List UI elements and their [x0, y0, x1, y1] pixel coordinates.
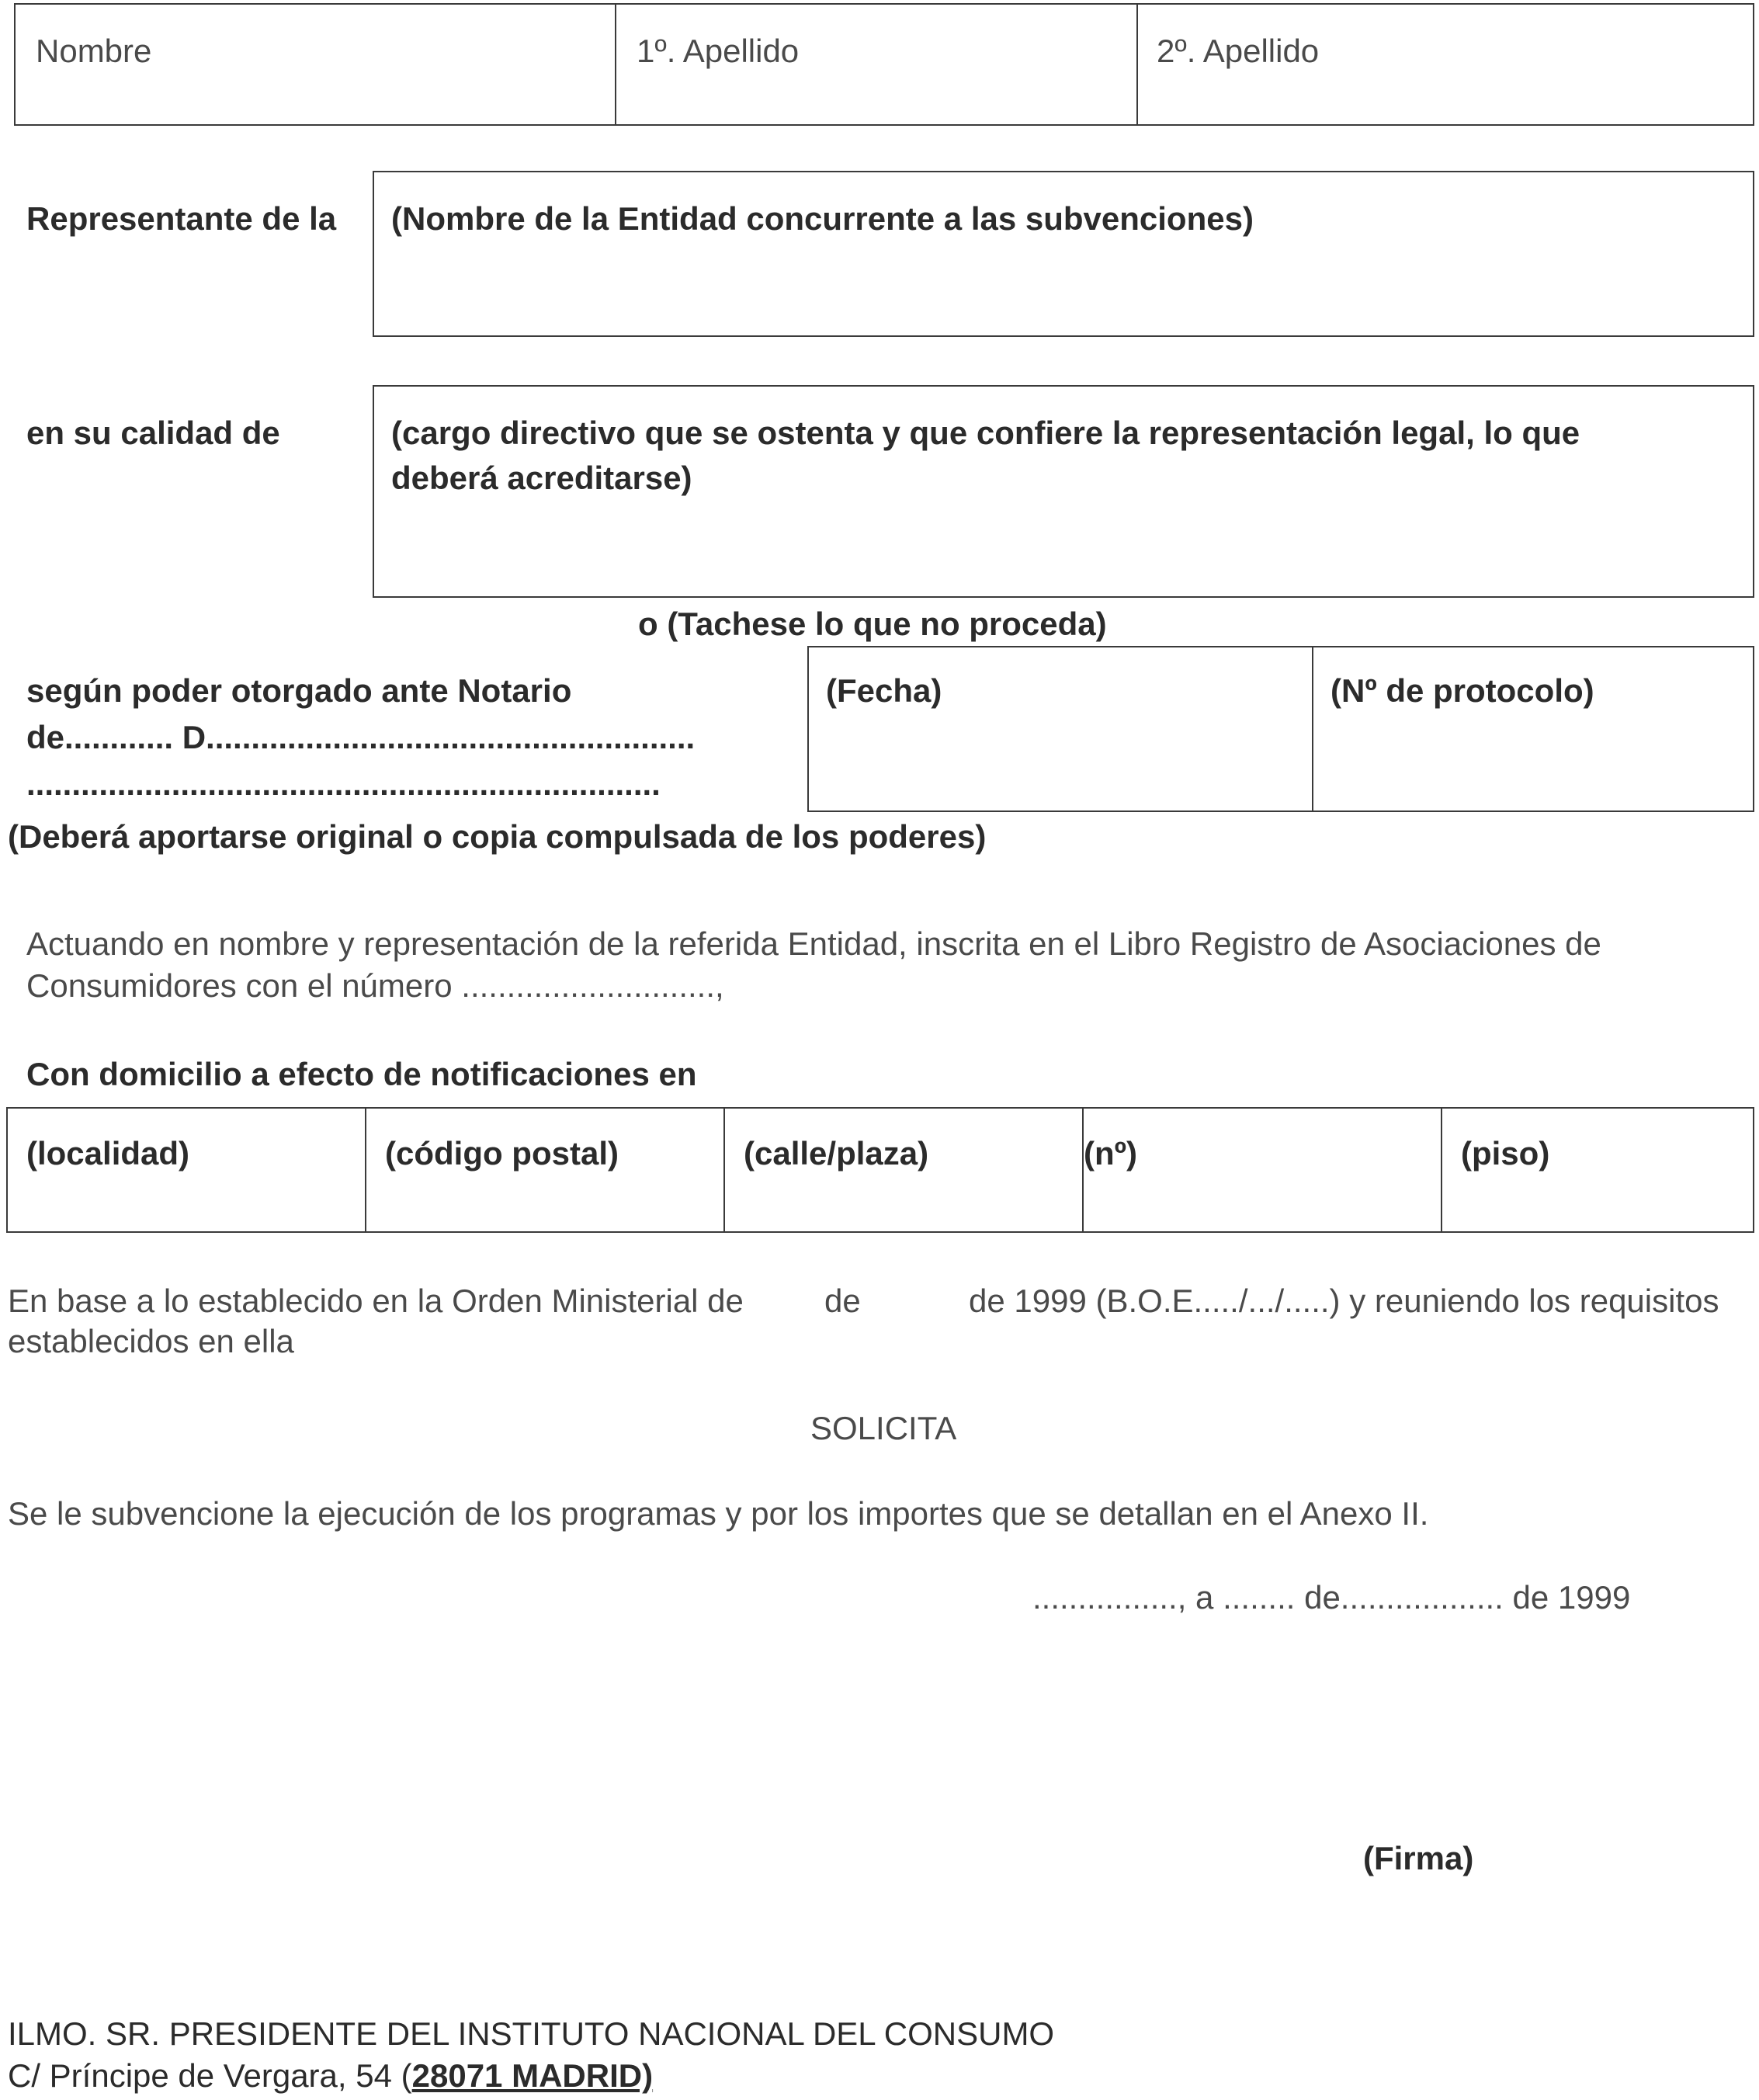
- base-line1b: de: [824, 1283, 861, 1319]
- actuando-line2: Consumidores con el número ............................,: [26, 967, 724, 1004]
- representante-placeholder: (Nombre de la Entidad concurrente a las subvenciones): [391, 200, 1254, 237]
- name-table-divider-1: [615, 3, 616, 126]
- poder-line3: ......................................................................: [26, 765, 661, 802]
- localidad-field[interactable]: (localidad): [26, 1135, 190, 1171]
- codigo-postal-field[interactable]: (código postal): [385, 1135, 619, 1171]
- destinatario-line2: [8, 2054, 653, 2098]
- poder-table-divider: [1312, 646, 1313, 812]
- base-line1a: En base a lo establecido en la Orden Ministerial de: [8, 1283, 744, 1319]
- calidad-label: en su calidad de: [26, 415, 280, 451]
- calidad-placeholder-line2: deberá acreditarse): [391, 460, 692, 496]
- subvencione-text: Se le subvencione la ejecución de los programas y por los importes que se detallan en el Anexo II.: [8, 1495, 1429, 1532]
- base-line1c: de 1999 (B.O.E...../.../.....) y reuniendo los requisitos: [969, 1283, 1719, 1319]
- domicilio-label: Con domicilio a efecto de notificaciones en: [26, 1056, 697, 1092]
- firma-label: (Firma): [1363, 1840, 1474, 1876]
- domicilio-divider-1: [365, 1107, 366, 1233]
- domicilio-divider-2: [723, 1107, 725, 1233]
- actuando-line1: Actuando en nombre y representación de la referida Entidad, inscrita en el Libro Registro de Asociaciones de: [26, 925, 1601, 962]
- tachese-note: o (Tachese lo que no proceda): [638, 606, 1107, 642]
- apellido1-field[interactable]: 1º. Apellido: [637, 33, 800, 69]
- representante-label: Representante de la: [26, 200, 337, 237]
- numero-field[interactable]: (nº): [1084, 1135, 1137, 1171]
- piso-field[interactable]: (piso): [1461, 1135, 1550, 1171]
- destinatario-line1: ILMO. SR. PRESIDENTE DEL INSTITUTO NACIONAL DEL CONSUMO: [8, 2015, 1055, 2052]
- calle-field[interactable]: (calle/plaza): [744, 1135, 929, 1171]
- name-table: [14, 3, 1754, 126]
- poder-table: [807, 646, 1754, 812]
- apellido2-field[interactable]: 2º. Apellido: [1157, 33, 1320, 69]
- destinatario-postal: 28071 MADRID): [411, 2057, 654, 2094]
- poder-line1: según poder otorgado ante Notario: [26, 672, 572, 709]
- name-table-divider-2: [1136, 3, 1138, 126]
- poder-line2: de............ D......................................................: [26, 719, 696, 755]
- calidad-placeholder-line1: (cargo directivo que se ostenta y que confiere la representación legal, lo que: [391, 415, 1580, 451]
- solicita-heading: SOLICITA: [810, 1410, 957, 1446]
- base-line2: establecidos en ella: [8, 1323, 294, 1359]
- poderes-note: (Deberá aportarse original o copia compulsada de los poderes): [8, 818, 987, 855]
- protocolo-field[interactable]: (Nº de protocolo): [1331, 672, 1594, 709]
- destinatario-street: C/ Príncipe de Vergara, 54 (: [8, 2057, 412, 2094]
- domicilio-divider-4: [1441, 1107, 1442, 1233]
- fecha-lugar-line: ................, a ........ de.................. de 1999: [1032, 1579, 1631, 1616]
- fecha-field[interactable]: (Fecha): [826, 672, 942, 709]
- representante-field[interactable]: [373, 171, 1754, 337]
- nombre-field[interactable]: Nombre: [36, 33, 152, 69]
